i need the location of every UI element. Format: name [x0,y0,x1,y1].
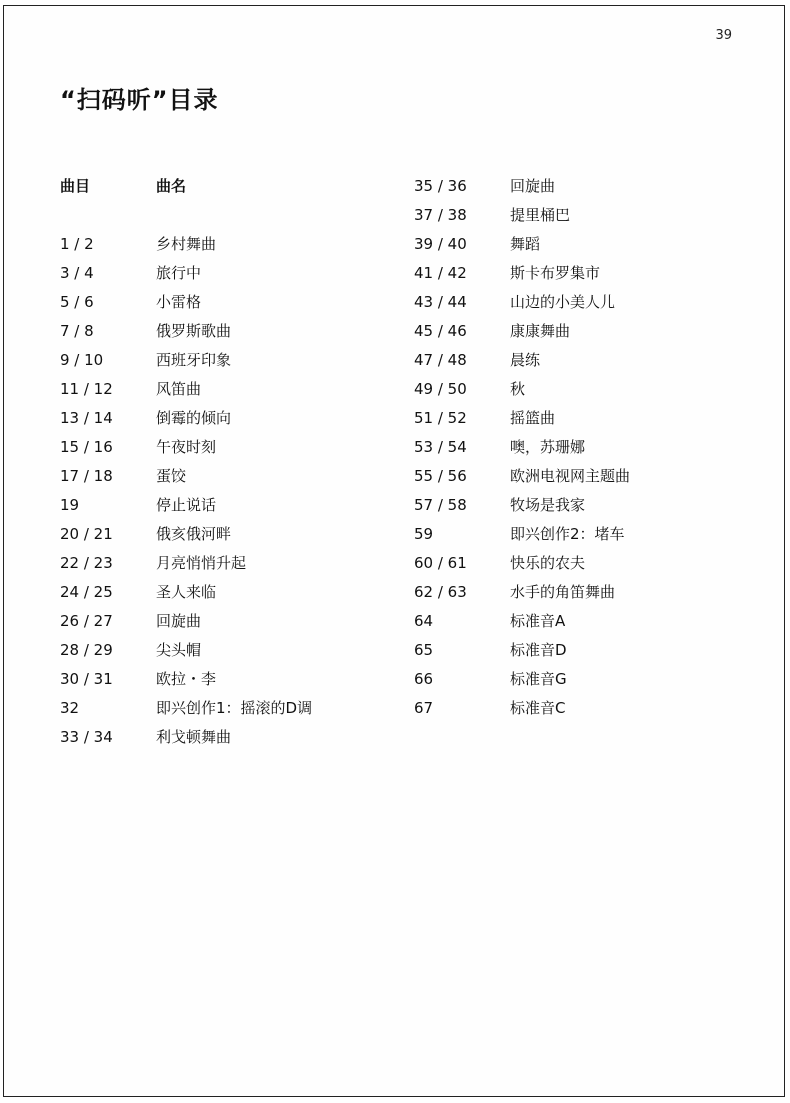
track-name: 午夜时刻 [156,438,217,456]
track-row [414,172,630,201]
track-row [414,259,630,288]
track-row [414,346,630,375]
track-row [414,607,630,636]
track-number: 19 [60,496,80,514]
track-name: 月亮悄悄升起 [156,554,247,572]
track-number: 65 [414,641,434,659]
track-row [60,723,312,752]
track-number: 47 / 48 [414,351,467,369]
page-title: “扫码听”目录 [60,86,219,114]
track-name: 快乐的农夫 [510,554,586,572]
track-row [60,317,312,346]
track-number: 43 / 44 [414,293,467,311]
track-number: 11 / 12 [60,380,113,398]
track-number: 13 / 14 [60,409,113,427]
track-row [60,549,312,578]
track-name: 牧场是我家 [510,496,586,514]
track-row [414,375,630,404]
track-name: 旅行中 [156,264,202,282]
track-name: 尖头帽 [156,641,202,659]
track-row [60,607,312,636]
track-name: 回旋曲 [156,612,202,630]
track-row [414,433,630,462]
track-row [60,491,312,520]
track-row [60,259,312,288]
header-name: 曲名 [156,177,187,195]
track-name: 噢，苏珊娜 [510,438,586,456]
track-name: 秋 [510,380,526,398]
track-name: 利戈顿舞曲 [156,728,232,746]
track-row [60,578,312,607]
track-number: 28 / 29 [60,641,113,659]
track-name: 标准音G [510,670,567,688]
track-number: 30 / 31 [60,670,113,688]
track-number: 64 [414,612,434,630]
track-row [414,462,630,491]
track-number: 20 / 21 [60,525,113,543]
track-number: 45 / 46 [414,322,467,340]
track-row [414,694,630,723]
track-row [60,288,312,317]
track-name: 俄亥俄河畔 [156,525,232,543]
track-row [60,433,312,462]
track-row [60,636,312,665]
track-name: 标准音A [510,612,566,630]
track-name: 即兴创作1：摇滚的D调 [156,699,313,717]
track-number: 66 [414,670,434,688]
track-name: 即兴创作2：堵车 [510,525,625,543]
track-name: 欧洲电视网主题曲 [510,467,631,485]
track-name: 倒霉的倾向 [156,409,232,427]
track-name: 圣人来临 [156,583,217,601]
track-row [60,346,312,375]
track-row [60,375,312,404]
track-number: 60 / 61 [414,554,467,572]
header-spacer [60,201,312,230]
track-name: 水手的角笛舞曲 [510,583,616,601]
track-name: 标准音D [510,641,567,659]
header-track: 曲目 [60,177,91,195]
track-row [414,317,630,346]
track-list-left [60,172,312,752]
track-number: 49 / 50 [414,380,467,398]
track-number: 39 / 40 [414,235,467,253]
track-row [60,230,312,259]
track-number: 62 / 63 [414,583,467,601]
track-row [414,665,630,694]
track-number: 33 / 34 [60,728,113,746]
track-name: 提里桶巴 [510,206,571,224]
track-number: 3 / 4 [60,264,94,282]
track-row [414,549,630,578]
track-name: 欧拉・李 [156,670,217,688]
track-row [60,520,312,549]
track-name: 康康舞曲 [510,322,571,340]
track-row [60,694,312,723]
track-row [60,462,312,491]
track-name: 回旋曲 [510,177,556,195]
track-row [414,578,630,607]
track-name: 蛋饺 [156,467,187,485]
track-row [414,636,630,665]
track-number: 7 / 8 [60,322,94,340]
track-number: 22 / 23 [60,554,113,572]
track-name: 俄罗斯歌曲 [156,322,232,340]
track-name: 西班牙印象 [156,351,232,369]
track-number: 37 / 38 [414,206,467,224]
page [3,5,785,1097]
track-name: 山边的小美人儿 [510,293,616,311]
track-number: 67 [414,699,434,717]
track-number: 53 / 54 [414,438,467,456]
track-row [414,288,630,317]
track-name: 摇篮曲 [510,409,556,427]
track-name: 停止说话 [156,496,217,514]
track-number: 1 / 2 [60,235,94,253]
track-name: 舞蹈 [510,235,541,253]
track-row [60,404,312,433]
track-row [414,520,630,549]
track-number: 35 / 36 [414,177,467,195]
track-number: 24 / 25 [60,583,113,601]
track-name: 斯卡布罗集市 [510,264,601,282]
track-number: 55 / 56 [414,467,467,485]
track-number: 59 [414,525,434,543]
track-number: 51 / 52 [414,409,467,427]
track-name: 风笛曲 [156,380,202,398]
track-name: 小雷格 [156,293,202,311]
track-number: 41 / 42 [414,264,467,282]
track-row [414,491,630,520]
track-name: 标准音C [510,699,566,717]
track-row [414,230,630,259]
track-number: 32 [60,699,80,717]
track-name: 晨练 [510,351,541,369]
track-name: 乡村舞曲 [156,235,217,253]
track-row [414,404,630,433]
track-row [414,201,630,230]
track-number: 17 / 18 [60,467,113,485]
track-number: 9 / 10 [60,351,104,369]
track-number: 26 / 27 [60,612,113,630]
page-number: 39 [715,28,732,43]
track-number: 15 / 16 [60,438,113,456]
table-header [60,172,312,201]
track-row [60,665,312,694]
track-number: 5 / 6 [60,293,94,311]
track-list-right [414,172,630,723]
track-number: 57 / 58 [414,496,467,514]
